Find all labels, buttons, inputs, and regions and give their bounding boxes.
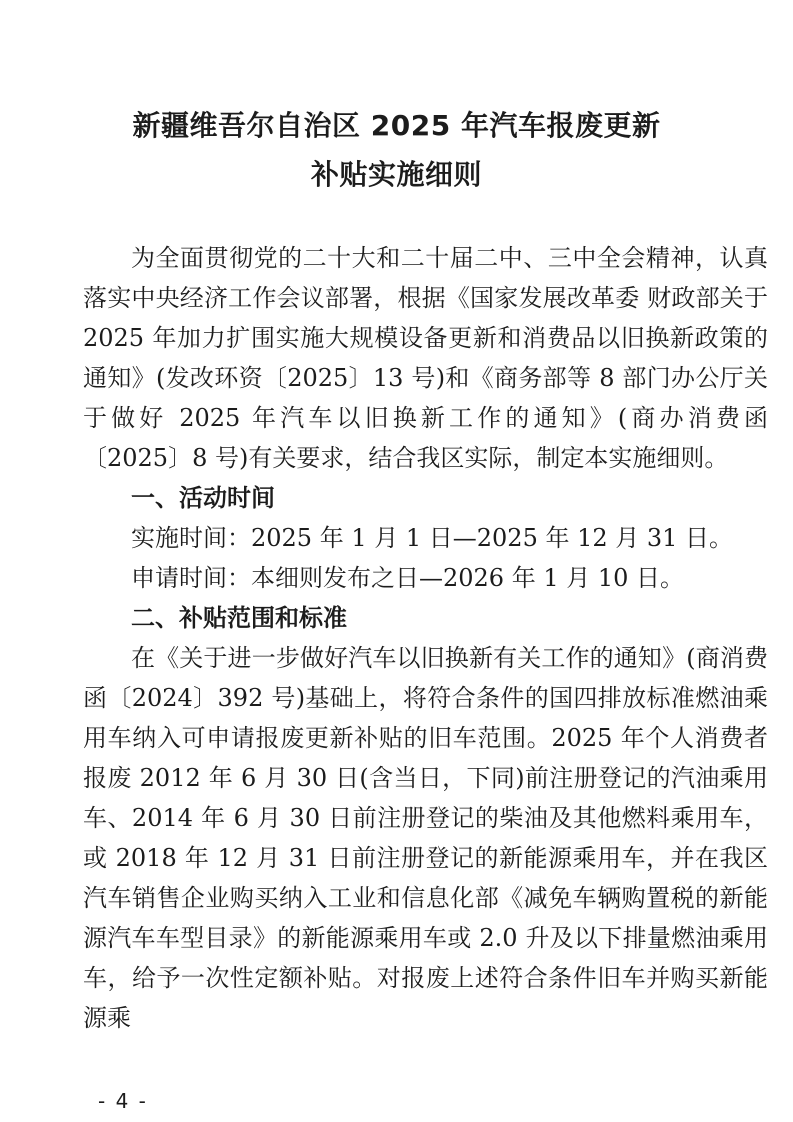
section-heading-subsidy-scope: 二、补贴范围和标准: [131, 604, 347, 632]
document-title-line-2: 补贴实施细则: [310, 158, 482, 191]
intro-paragraph: 为全面贯彻党的二十大和二十届二中、三中全会精神，认真落实中央经济工作会议部署，根据《国家发展改革委 财政部关于 2025 年加力扩围实施大规模设备更新和消费品以旧换新政策的通知》(发改环资〔2025〕13 号)和《商务部等 8 部门办公厅关于做好 2025 年汽车以旧换新工作的通知》(商办消费函〔2025〕8 号)有关要求，结合我区实际，制定本实施细则。: [83, 244, 768, 472]
page-number: - 4 -: [98, 1089, 148, 1113]
application-time: 申请时间：本细则发布之日—2026 年 1 月 10 日。: [131, 564, 685, 592]
section-heading-activity-time: 一、活动时间: [131, 484, 275, 512]
document-title-line-1: 新疆维吾尔自治区 2025 年汽车报废更新: [132, 109, 661, 142]
document-body: [83, 238, 768, 1038]
implementation-time: 实施时间：2025 年 1 月 1 日—2025 年 12 月 31 日。: [131, 524, 734, 552]
subsidy-scope-paragraph: 在《关于进一步做好汽车以旧换新有关工作的通知》(商消费函〔2024〕392 号)基础上，将符合条件的国四排放标准燃油乘用车纳入可申请报废更新补贴的旧车范围。2025 年个人消费者报废 2012 年 6 月 30 日(含当日，下同)前注册登记的汽油乘用车、2014 年 6 月 30 日前注册登记的柴油及其他燃料乘用车，或 2018 年 12 月 31 日前注册登记的新能源乘用车，并在我区汽车销售企业购买纳入工业和信息化部《减免车辆购置税的新能源汽车车型目录》的新能源乘用车或 2.0 升及以下排量燃油乘用车，给予一次性定额补贴。对报废上述符合条件旧车并购买新能源乘: [83, 644, 768, 1032]
